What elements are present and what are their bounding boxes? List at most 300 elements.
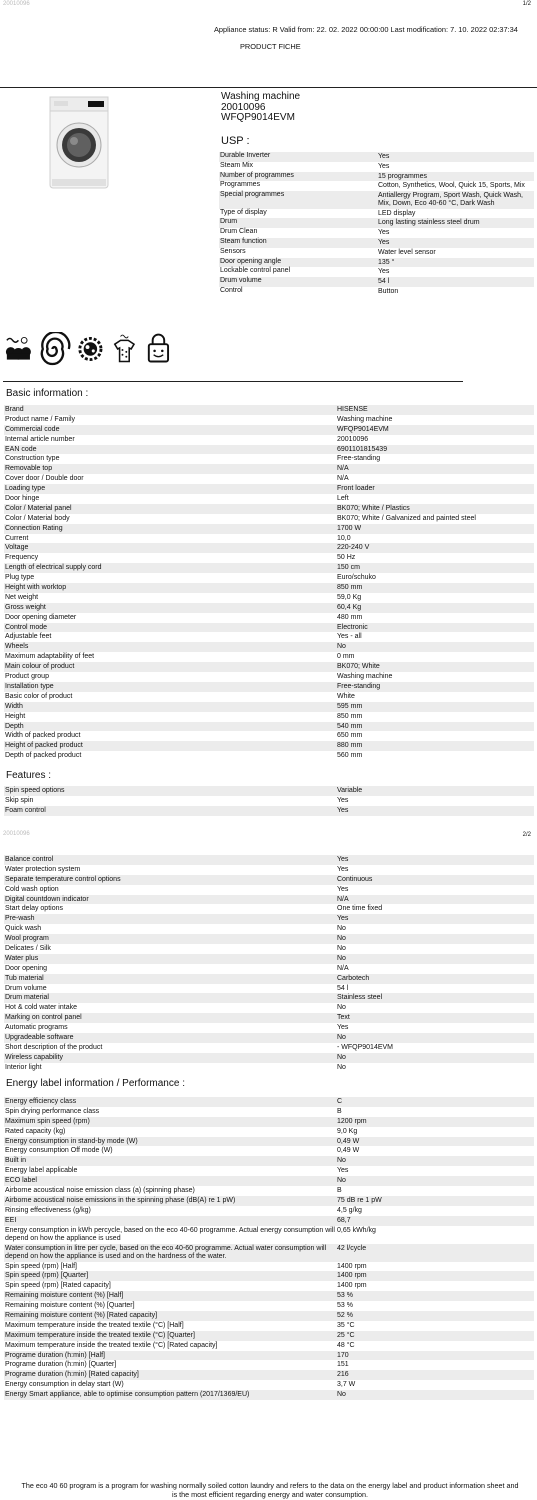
table-row (4, 425, 534, 435)
row-label: Maximum temperature inside the treated textile (°C) [Half] (5, 1321, 184, 1329)
row-value: 0,49 W (337, 1137, 360, 1145)
row-value: 650 mm (337, 732, 363, 740)
row-label: Separate temperature control options (5, 875, 121, 883)
row-label: Control mode (5, 623, 48, 631)
row-value: Continuous (337, 875, 373, 883)
table-row (219, 209, 534, 219)
table-row (4, 964, 534, 974)
row-label: Width (5, 702, 23, 710)
row-value: 54 l (378, 278, 390, 286)
row-value: Variable (337, 787, 363, 794)
table-row (4, 1206, 534, 1216)
table-row (4, 731, 534, 741)
row-value: 150 cm (337, 564, 360, 572)
doc-code: 20010096 (3, 831, 30, 837)
table-row (4, 682, 534, 692)
row-label: Spin drying performance class (5, 1107, 100, 1115)
row-value: White (337, 692, 355, 700)
table-row (4, 895, 534, 905)
row-label: Construction type (5, 455, 60, 463)
table-row (4, 543, 534, 553)
row-value: Yes (378, 229, 390, 237)
table-row (4, 796, 534, 806)
table-row (4, 1331, 534, 1341)
row-value: 560 mm (337, 752, 363, 760)
row-value: BK070; White (337, 663, 380, 671)
row-label: Airborne acoustical noise emissions in the spinning phase (dB(A) re 1 pW) (5, 1196, 236, 1204)
row-label: Upgradeable software (5, 1034, 74, 1042)
row-label: Adjustable feet (5, 633, 52, 641)
product-code: 20010096 (221, 101, 266, 113)
shirt-steam-icon (109, 332, 140, 366)
row-value: B (337, 1107, 342, 1115)
row-value: Yes (337, 865, 349, 873)
row-value: C (337, 1098, 343, 1105)
table-row (4, 1033, 534, 1043)
row-label: Energy efficiency class (5, 1098, 77, 1105)
row-label: Type of display (220, 208, 267, 216)
row-label: Remaining moisture content (%) [Quarter] (5, 1302, 135, 1310)
table-row (4, 1176, 534, 1186)
table-row (4, 993, 534, 1003)
row-label: Energy consumption Off mode (W) (5, 1147, 113, 1155)
table-row (4, 1023, 534, 1033)
divider (0, 87, 537, 88)
row-value: One time fixed (337, 905, 383, 913)
row-value: 60,4 Kg (337, 603, 362, 611)
row-label: Steam Mix (220, 161, 254, 169)
table-row (4, 494, 534, 504)
table-row (219, 267, 534, 277)
table-row (4, 484, 534, 494)
row-label: Basic color of product (5, 692, 73, 700)
table-row (219, 152, 534, 162)
features-heading: Features : (6, 770, 52, 781)
table-row (4, 1127, 534, 1137)
table-row (4, 1003, 534, 1013)
row-value: Long lasting stainless steel drum (378, 219, 480, 227)
row-label: Commercial code (5, 425, 60, 433)
row-value: 1400 rpm (337, 1282, 367, 1290)
row-label: Energy Smart appliance, able to optimise consumption pattern (2017/1369/EU) (5, 1391, 250, 1399)
row-value: 4,5 g/kg (337, 1206, 362, 1214)
table-row (4, 751, 534, 761)
table-row (4, 1146, 534, 1156)
row-value: 220-240 V (337, 544, 370, 552)
row-value: 15 programmes (378, 172, 428, 180)
row-value: 9,0 Kg (337, 1127, 358, 1135)
row-value: 0,65 kWh/kg (337, 1226, 376, 1234)
row-value: BK070; White / Galvanized and painted steel (337, 514, 476, 522)
table-row (4, 914, 534, 924)
table-row (4, 1043, 534, 1053)
row-value: Carbotech (337, 974, 370, 982)
row-label: Quick wash (5, 925, 42, 933)
row-value: 68,7 (337, 1216, 351, 1224)
row-value: WFQP9014EVM (337, 425, 389, 433)
row-label: Gross weight (5, 603, 46, 611)
row-label: Height of packed product (5, 742, 83, 750)
row-value: 54 l (337, 984, 349, 992)
row-value: 1700 W (337, 524, 362, 532)
row-value: 42 l/cycle (337, 1244, 367, 1252)
table-row (4, 623, 534, 633)
table-row (4, 1196, 534, 1206)
row-value: BK070; White / Plastics (337, 504, 410, 512)
row-value: 10,0 (337, 534, 351, 542)
table-row (4, 474, 534, 484)
washing-machine-image (48, 95, 110, 190)
table-row (4, 1013, 534, 1023)
spiral-wash-icon (38, 332, 71, 366)
table-row (4, 1281, 534, 1291)
table-row (219, 277, 534, 287)
gear-virus-icon (75, 332, 106, 366)
row-value: 52 % (337, 1312, 353, 1320)
row-label: Rated capacity (kg) (5, 1127, 66, 1135)
row-label: Spin speed (rpm) [Rated capacity] (5, 1282, 111, 1290)
row-label: Door opening angle (220, 257, 282, 265)
table-row (4, 934, 534, 944)
row-label: Tub material (5, 974, 44, 982)
row-label: Maximum spin speed (rpm) (5, 1117, 90, 1125)
table-row (4, 692, 534, 702)
table-row (4, 1301, 534, 1311)
table-row (4, 445, 534, 455)
row-label: Digital countdown indicator (5, 895, 89, 903)
row-value: HISENSE (337, 406, 368, 413)
row-value: No (337, 1053, 346, 1061)
row-label: Wireless capability (5, 1053, 63, 1061)
row-label: Programe duration (h:min) [Quarter] (5, 1361, 117, 1369)
row-value: 25 °C (337, 1331, 355, 1339)
row-label: Built in (5, 1157, 27, 1165)
row-label: Lockable control panel (220, 267, 291, 275)
row-label: Programe duration (h:min) [Half] (5, 1351, 105, 1359)
row-label: Removable top (5, 465, 53, 473)
row-label: Water consumption in litre per cycle, based on the eco 40-60 programme. Actual water consumption will depend on how the appliance is used and on the hardness of the water. (5, 1244, 327, 1260)
row-label: Installation type (5, 682, 54, 690)
table-row (4, 885, 534, 895)
row-value: Yes (337, 796, 349, 804)
row-value: 170 (337, 1351, 349, 1359)
row-label: Length of electrical supply cord (5, 564, 102, 572)
row-value: 216 (337, 1371, 349, 1379)
table-row (4, 1311, 534, 1321)
table-row (219, 181, 534, 191)
row-label: Programe duration (h:min) [Rated capacity] (5, 1371, 139, 1379)
row-value: Button (378, 287, 399, 295)
row-label: ECO label (5, 1177, 37, 1185)
row-value: Yes (378, 238, 390, 246)
row-label: Water protection system (5, 865, 81, 873)
row-label: Programmes (220, 181, 261, 189)
row-value: 880 mm (337, 742, 363, 750)
row-value: No (337, 1391, 346, 1399)
row-label: Cover door / Double door (5, 475, 84, 483)
row-label: Product name / Family (5, 415, 76, 423)
table-row (4, 1216, 534, 1226)
row-label: Color / Material panel (5, 504, 72, 512)
row-label: Spin speed (rpm) [Half] (5, 1262, 77, 1270)
divider (3, 381, 463, 382)
row-label: Height with worktop (5, 584, 67, 592)
row-value: Front loader (337, 485, 375, 493)
row-label: Pre-wash (5, 915, 35, 923)
table-row (4, 1321, 534, 1331)
table-row (4, 514, 534, 524)
table-row (4, 1166, 534, 1176)
row-label: Foam control (5, 806, 46, 814)
table-row (4, 904, 534, 914)
row-label: Marking on control panel (5, 1014, 82, 1022)
row-value: Euro/schuko (337, 574, 376, 582)
row-value: No (337, 925, 346, 933)
feature-icons (3, 332, 173, 368)
table-row (4, 974, 534, 984)
row-value: No (337, 1063, 346, 1071)
row-value: No (337, 1004, 346, 1012)
row-label: Short description of the product (5, 1043, 103, 1051)
row-label: Brand (5, 406, 24, 413)
basic-info-table (4, 405, 534, 761)
row-label: Remaining moisture content (%) [Rated capacity] (5, 1312, 158, 1320)
appliance-status: Appliance status: R Valid from: 22. 02. 2022 00:00:00 Last modification: 7. 10. 2022 02:37:34 (214, 25, 518, 34)
row-value: Stainless steel (337, 994, 383, 1002)
row-value: Yes (337, 856, 349, 863)
row-label: Voltage (5, 544, 29, 552)
row-value: Free-standing (337, 455, 381, 463)
product-type: Washing machine (221, 91, 301, 102)
table-row (4, 1063, 534, 1073)
row-label: Airborne acoustical noise emission class (a) (spinning phase) (5, 1187, 195, 1195)
row-label: Drum volume (5, 984, 47, 992)
table-row (4, 593, 534, 603)
table-row (219, 258, 534, 268)
row-label: Remaining moisture content (%) [Half] (5, 1292, 124, 1300)
row-value: Yes (337, 915, 349, 923)
row-value: 53 % (337, 1302, 353, 1310)
row-label: Maximum temperature inside the treated textile (°C) [Rated capacity] (5, 1341, 218, 1349)
table-row (4, 806, 534, 816)
table-row (4, 954, 534, 964)
row-label: Loading type (5, 485, 46, 493)
usp-heading: USP : (221, 135, 250, 147)
table-row (219, 172, 534, 182)
energy-heading: Energy label information / Performance : (6, 1078, 185, 1089)
table-row (4, 415, 534, 425)
row-label: Balance control (5, 856, 54, 863)
row-value: Yes (378, 162, 390, 170)
table-row (4, 786, 534, 796)
row-label: Delicates / Silk (5, 945, 51, 953)
row-label: Control (220, 286, 243, 294)
product-fiche-title: PRODUCT FICHE (240, 42, 301, 51)
row-label: Sensors (220, 247, 246, 255)
table-row (4, 1117, 534, 1127)
row-label: EEI (5, 1216, 17, 1224)
row-value: Cotton, Synthetics, Wool, Quick 15, Sports, Mix (378, 182, 525, 190)
row-value: Free-standing (337, 682, 381, 690)
row-label: Color / Material body (5, 514, 70, 522)
row-label: Product group (5, 673, 49, 681)
table-row (4, 924, 534, 934)
row-value: No (337, 643, 346, 651)
table-row (4, 613, 534, 623)
table-row (4, 1107, 534, 1117)
basic-info-heading: Basic information : (6, 388, 89, 399)
row-label: Durable Inverter (220, 152, 271, 159)
row-value: 151 (337, 1361, 349, 1369)
table-row (4, 875, 534, 885)
row-value: Antiallergy Program, Sport Wash, Quick Wash, Mix, Down, Eco 40-60 °C, Dark Wash (378, 192, 523, 208)
table-row (4, 1186, 534, 1196)
row-label: Depth (5, 722, 24, 730)
row-label: Maximum temperature inside the treated textile (°C) [Quarter] (5, 1331, 195, 1339)
row-value: 480 mm (337, 613, 363, 621)
row-label: Spin speed (rpm) [Quarter] (5, 1272, 89, 1280)
table-row (219, 162, 534, 172)
row-label: Internal article number (5, 435, 75, 443)
row-value: N/A (337, 895, 349, 903)
row-label: Door opening (5, 964, 48, 972)
table-row (4, 1360, 534, 1370)
row-value: 1400 rpm (337, 1272, 367, 1280)
row-label: Drum material (5, 994, 49, 1002)
smiley-lock-icon (144, 332, 173, 366)
table-row (4, 573, 534, 583)
table-row (4, 1097, 534, 1107)
row-value: 1200 rpm (337, 1117, 367, 1125)
table-row (4, 855, 534, 865)
row-value: No (337, 945, 346, 953)
row-label: Water plus (5, 954, 39, 962)
row-label: Net weight (5, 593, 39, 601)
row-label: Number of programmes (220, 171, 294, 179)
row-value: 59,0 Kg (337, 593, 362, 601)
row-label: Hot & cold water intake (5, 1004, 77, 1012)
row-value: No (337, 1157, 346, 1165)
page-number: 1/2 (522, 1, 531, 7)
table-row (4, 405, 534, 415)
row-value: Water level sensor (378, 248, 436, 256)
steam-icon (3, 332, 34, 366)
row-label: Energy consumption in stand-by mode (W) (5, 1137, 138, 1145)
table-row (219, 218, 534, 228)
row-value: No (337, 954, 346, 962)
row-label: EAN code (5, 445, 37, 453)
row-value: Yes (337, 1167, 349, 1175)
footnote: The eco 40 60 program is a program for washing normally soiled cotton laundry and refers to the data on the energy label and product information sheet and is the most efficient regarding energy and water consumption. (21, 1481, 519, 1499)
table-row (4, 865, 534, 875)
row-value: Text (337, 1014, 350, 1022)
row-value: 35 °C (337, 1321, 355, 1329)
row-label: Energy consumption in kWh percycle, based on the eco 40-60 programme. Actual energy consumption will depend on how the appliance is used (5, 1226, 335, 1242)
table-row (4, 603, 534, 613)
table-row (4, 1262, 534, 1272)
row-value: 0 mm (337, 653, 355, 661)
row-label: Height (5, 712, 26, 720)
table-row (4, 632, 534, 642)
row-value: LED display (378, 209, 416, 217)
table-row (4, 583, 534, 593)
row-value: 50 Hz (337, 554, 356, 562)
row-value: 3,7 W (337, 1381, 356, 1389)
table-row (4, 702, 534, 712)
row-label: Cold wash option (5, 885, 59, 893)
row-label: Spin speed options (5, 787, 65, 794)
table-row (219, 287, 534, 297)
row-value: Yes (337, 885, 349, 893)
row-label: Depth of packed product (5, 752, 82, 760)
row-label: Drum Clean (220, 228, 258, 236)
doc-code: 20010096 (3, 1, 30, 7)
row-value: Left (337, 495, 349, 503)
row-value: 595 mm (337, 702, 363, 710)
row-value: - WFQP9014EVM (337, 1043, 394, 1051)
row-value: B (337, 1187, 342, 1195)
table-row (4, 1291, 534, 1301)
row-value: Yes (378, 268, 390, 276)
table-row (4, 662, 534, 672)
row-value: Electronic (337, 623, 368, 631)
row-label: Main colour of product (5, 663, 75, 671)
row-value: Washing machine (337, 415, 393, 423)
table-row (4, 672, 534, 682)
table-row (4, 1226, 534, 1244)
row-label: Energy consumption in delay start (W) (5, 1381, 124, 1389)
table-row (4, 1156, 534, 1166)
row-value: Yes - all (337, 633, 362, 641)
row-value: Yes (337, 806, 349, 814)
row-value: No (337, 935, 346, 943)
row-value: 135 ° (378, 258, 395, 266)
row-value: 48 °C (337, 1341, 355, 1349)
row-label: Steam function (220, 237, 267, 245)
table-row (4, 1271, 534, 1281)
row-label: Automatic programs (5, 1024, 68, 1032)
row-value: 6901101815439 (337, 445, 388, 453)
row-label: Special programmes (220, 191, 285, 199)
table-row (4, 1390, 534, 1400)
table-row (4, 524, 534, 534)
row-label: Drum volume (220, 277, 262, 285)
row-label: Rinsing effectiveness (g/kg) (5, 1206, 91, 1214)
row-label: Skip spin (5, 796, 34, 804)
product-model: WFQP9014EVM (221, 112, 295, 123)
row-value: 0,49 W (337, 1147, 360, 1155)
row-label: Wool program (5, 935, 49, 943)
table-row (4, 944, 534, 954)
table-row (4, 435, 534, 445)
row-value: 75 dB re 1 pW (337, 1196, 382, 1204)
table-row (4, 1370, 534, 1380)
table-row (4, 553, 534, 563)
row-value: 540 mm (337, 722, 363, 730)
row-label: Door hinge (5, 495, 40, 503)
row-label: Maximum adaptability of feet (5, 653, 95, 661)
table-row (4, 741, 534, 751)
table-row (4, 454, 534, 464)
table-row (4, 1351, 534, 1361)
row-value: No (337, 1034, 346, 1042)
table-row (219, 228, 534, 238)
table-row (4, 1341, 534, 1351)
table-row (4, 1137, 534, 1147)
table-row (219, 248, 534, 258)
table-row (4, 1053, 534, 1063)
row-value: N/A (337, 964, 349, 972)
